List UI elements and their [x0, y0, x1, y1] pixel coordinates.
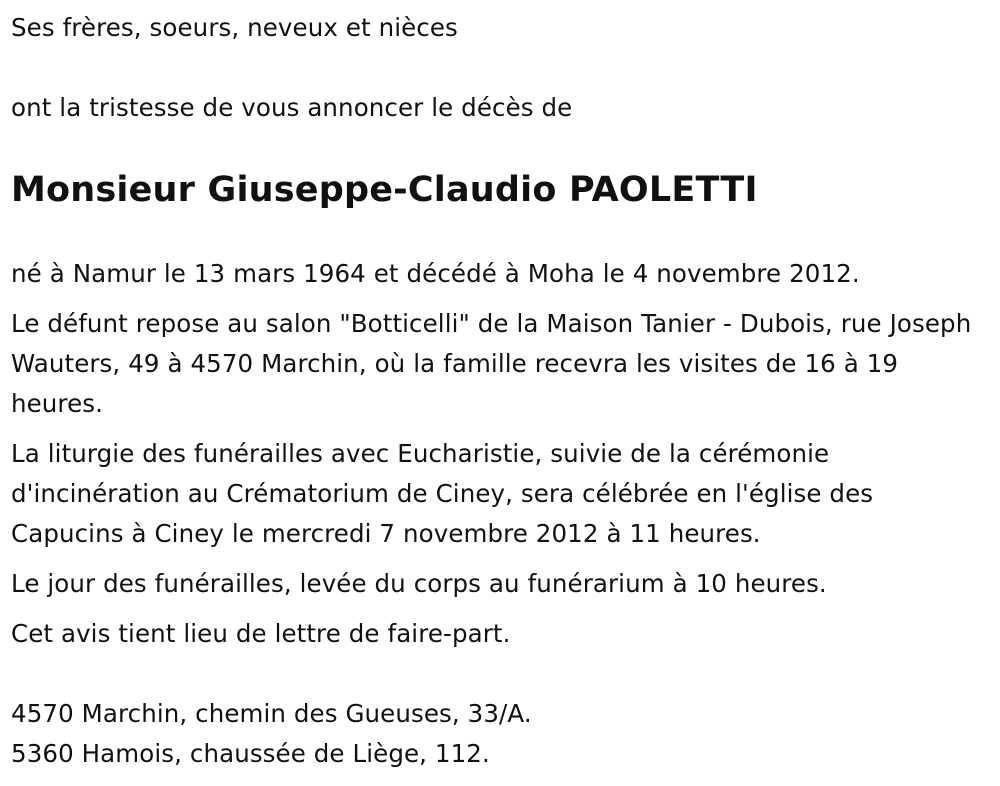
deceased-name: Monsieur Giuseppe-Claudio PAOLETTI	[11, 170, 758, 210]
funeral-paragraph: La liturgie des funérailles avec Eucharistie, suivie de la cérémonie d'incinération au Crématorium de Ciney, sera célébrée en l'église des Capucins à Ciney le mercredi 7 novembre 2012 à 11 heures.	[11, 439, 874, 548]
address-line: 4570 Marchin, chemin des Gueuses, 33/A.	[11, 699, 532, 728]
visitation-paragraph: Le défunt repose au salon "Botticelli" de la Maison Tanier - Dubois, rue Joseph Wauters, 49 à 4570 Marchin, où la famille recevra les visites de 16 à 19 heures.	[11, 309, 972, 418]
notice-intro: Ses frères, soeurs, neveux et nièces	[11, 13, 458, 42]
notice-announcement: ont la tristesse de vous annoncer le décès de	[11, 93, 573, 122]
address-block	[11, 694, 990, 774]
birth-death-paragraph: né à Namur le 13 mars 1964 et décédé à Moha le 4 novembre 2012.	[11, 259, 860, 288]
closing-paragraph: Cet avis tient lieu de lettre de faire-part.	[11, 619, 511, 648]
procession-paragraph: Le jour des funérailles, levée du corps au funérarium à 10 heures.	[11, 569, 827, 598]
address-line: 5360 Hamois, chaussée de Liège, 112.	[11, 739, 490, 768]
